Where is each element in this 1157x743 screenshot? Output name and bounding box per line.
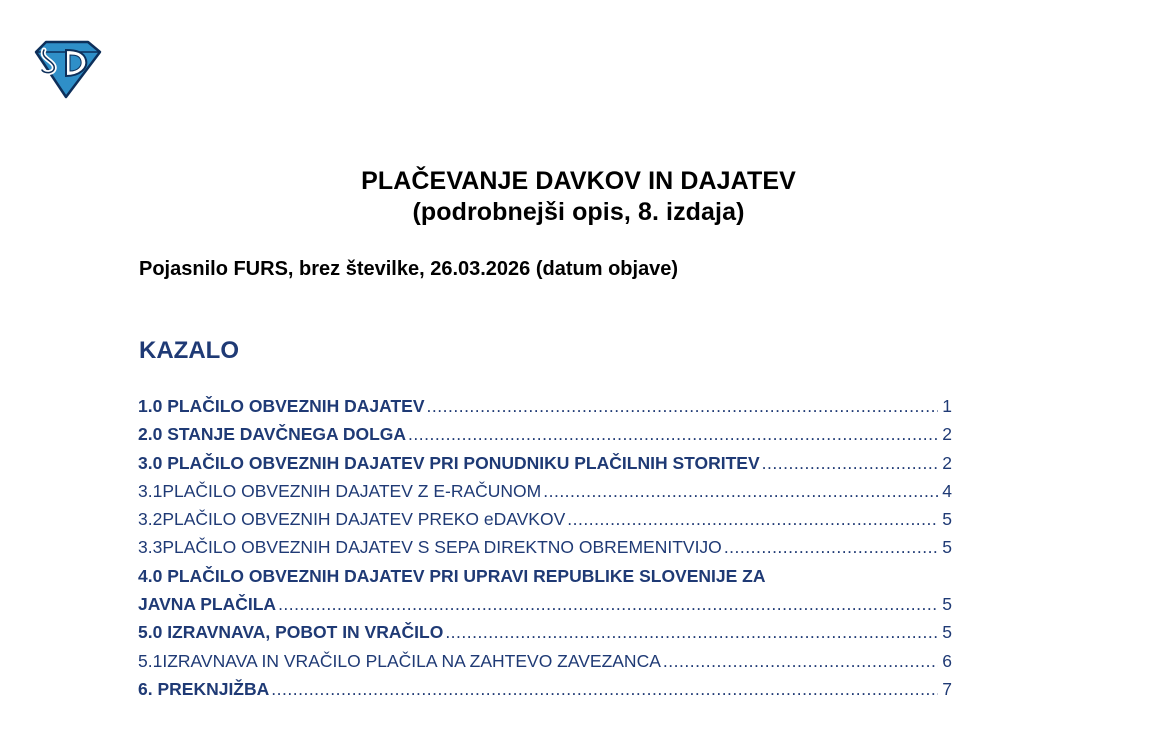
- toc-entry-page[interactable]: 5: [942, 509, 952, 530]
- toc-entry-number: 3.2: [138, 509, 163, 530]
- toc-entry-page[interactable]: 5: [942, 594, 952, 615]
- toc-leader-dots: [663, 647, 938, 675]
- toc-entry-page[interactable]: 2: [942, 452, 952, 473]
- toc-entry-page[interactable]: 5: [942, 537, 952, 558]
- toc-entry-title[interactable]: 6. PREKNJIŽBA: [138, 678, 270, 699]
- toc-entry-title[interactable]: PLAČILO OBVEZNIH DAJATEV S SEPA DIREKTNO OBREMENITVIJO: [162, 537, 722, 558]
- toc-entry-title[interactable]: 1.0 PLAČILO OBVEZNIH DAJATEV: [138, 396, 425, 416]
- table-of-contents: [138, 392, 952, 703]
- document-subtitle: Pojasnilo FURS, brez številke, 26.03.2026 (datum objave): [139, 258, 679, 280]
- toc-entry-3-3[interactable]: [138, 533, 952, 561]
- toc-leader-dots: [427, 392, 939, 420]
- toc-entry-2[interactable]: [138, 420, 952, 448]
- toc-entry-6[interactable]: [138, 675, 952, 703]
- toc-entry-page[interactable]: 6: [942, 650, 952, 671]
- toc-leader-dots: [278, 590, 938, 618]
- toc-entry-number: 5.1: [138, 650, 163, 671]
- toc-entry-title[interactable]: IZRAVNAVA IN VRAČILO PLAČILA NA ZAHTEVO ZAVEZANCA: [162, 650, 661, 671]
- toc-entry-5-1[interactable]: [138, 647, 952, 675]
- toc-entry-number: 3.3: [138, 537, 163, 558]
- toc-entry-page[interactable]: 1: [942, 396, 952, 416]
- toc-entry-3[interactable]: [138, 449, 952, 477]
- toc-entry-5[interactable]: [138, 618, 952, 646]
- toc-entry-page[interactable]: 5: [942, 622, 952, 643]
- toc-leader-dots: [445, 618, 938, 646]
- toc-leader-dots: [724, 533, 938, 561]
- toc-entry-4-continued[interactable]: [138, 590, 952, 618]
- toc-heading: KAZALO: [139, 337, 239, 364]
- toc-entry-4[interactable]: [138, 562, 952, 590]
- toc-leader-dots: [762, 449, 939, 477]
- sd-diamond-logo-icon: [30, 40, 104, 100]
- toc-entry-3-1[interactable]: [138, 477, 952, 505]
- toc-leader-dots: [408, 420, 938, 448]
- toc-entry-title[interactable]: PLAČILO OBVEZNIH DAJATEV Z E-RAČUNOM: [162, 480, 542, 501]
- toc-entry-title[interactable]: JAVNA PLAČILA: [138, 594, 277, 615]
- toc-entry-3-2[interactable]: [138, 505, 952, 533]
- company-logo: [30, 40, 104, 100]
- toc-leader-dots: [567, 505, 938, 533]
- toc-entry-page[interactable]: 4: [942, 480, 952, 501]
- toc-entry-title[interactable]: 4.0 PLAČILO OBVEZNIH DAJATEV PRI UPRAVI REPUBLIKE SLOVENIJE ZA: [138, 565, 766, 586]
- document-title: [0, 166, 1157, 228]
- toc-entry-title[interactable]: 3.0 PLAČILO OBVEZNIH DAJATEV PRI PONUDNIKU PLAČILNIH STORITEV: [138, 452, 760, 473]
- toc-leader-dots: [543, 477, 938, 505]
- toc-leader-dots: [271, 675, 938, 703]
- toc-entry-title[interactable]: PLAČILO OBVEZNIH DAJATEV PREKO eDAVKOV: [162, 509, 566, 530]
- toc-entry-number: 3.1: [138, 480, 163, 501]
- toc-entry-1[interactable]: [138, 392, 952, 420]
- toc-entry-title[interactable]: 2.0 STANJE DAVČNEGA DOLGA: [138, 424, 407, 445]
- title-line-1: PLAČEVANJE DAVKOV IN DAJATEV: [361, 167, 796, 195]
- toc-entry-page[interactable]: 7: [942, 678, 952, 699]
- title-line-2: (podrobnejši opis, 8. izdaja): [412, 198, 745, 226]
- toc-entry-page[interactable]: 2: [942, 424, 952, 445]
- toc-entry-title[interactable]: 5.0 IZRAVNAVA, POBOT IN VRAČILO: [138, 622, 444, 643]
